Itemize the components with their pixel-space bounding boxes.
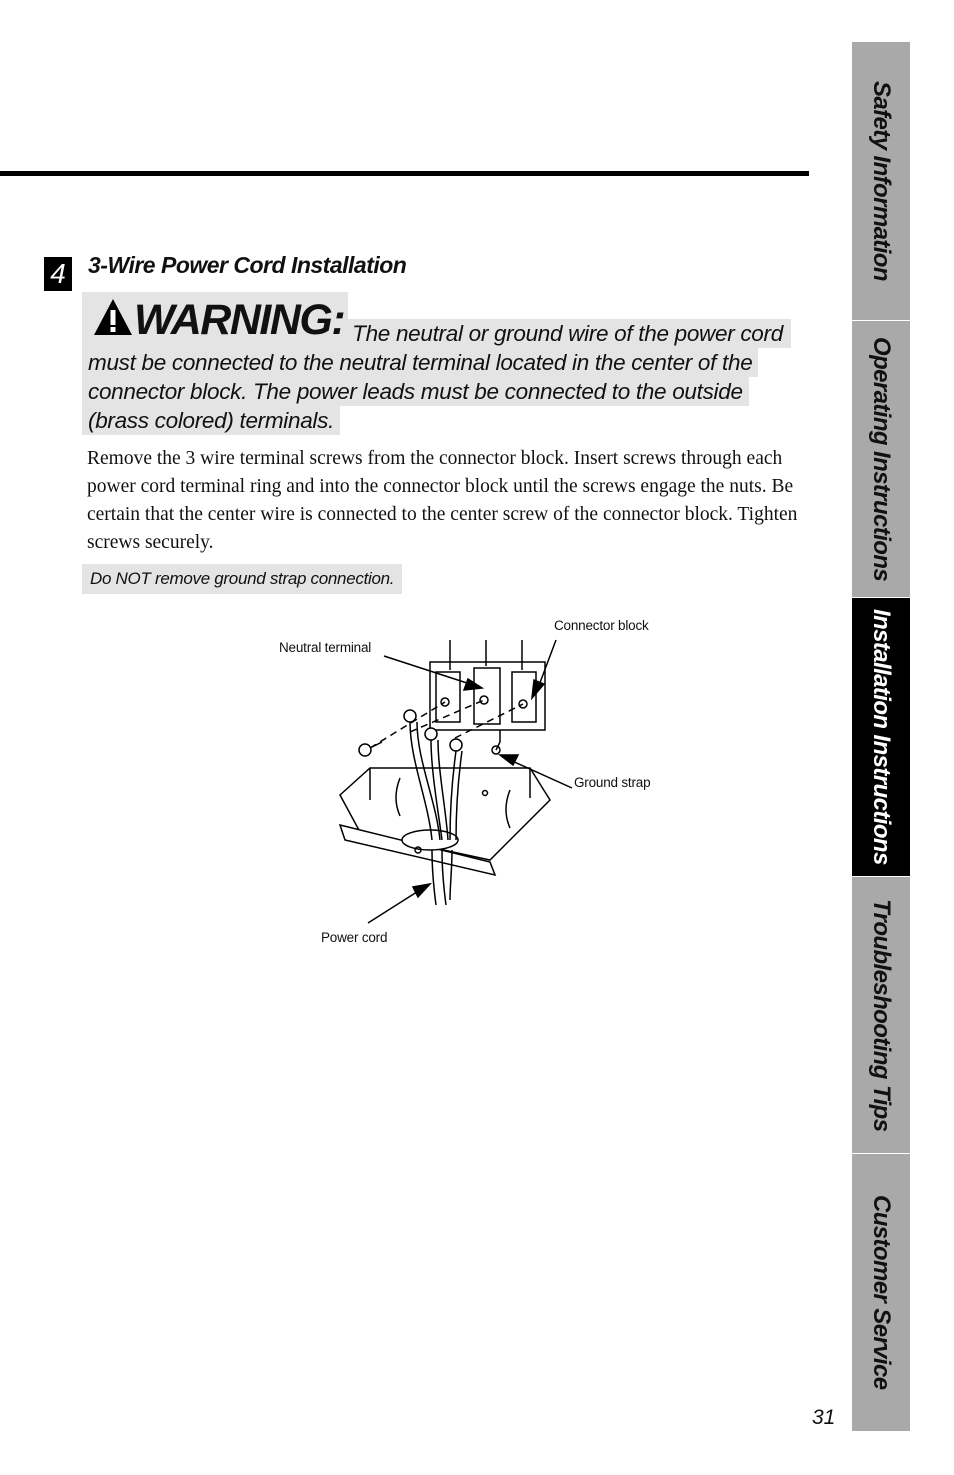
tab-safety-information[interactable] (852, 42, 910, 320)
step-title: 3-Wire Power Cord Installation (88, 252, 407, 278)
tab-customer-service[interactable] (852, 1154, 910, 1431)
tab-operating-instructions[interactable] (852, 321, 910, 597)
warning-header (82, 292, 348, 348)
section-tabs (852, 42, 910, 1431)
tab-troubleshooting-tips[interactable] (852, 877, 910, 1153)
warning-label: WARNING: (134, 296, 345, 344)
connector-block-label: Connector block (554, 618, 649, 633)
tab-label: Installation Instructions (868, 609, 895, 865)
tab-label: Operating Instructions (868, 336, 895, 582)
page-number: 31 (812, 1406, 836, 1429)
power-cord-label: Power cord (321, 930, 388, 945)
tab-label: Safety Information (868, 81, 895, 281)
warning-text-line-3: connector block. The power leads must be connected to the outside (82, 377, 749, 406)
tab-label: Troubleshooting Tips (868, 898, 895, 1132)
connector-diagram (260, 600, 680, 960)
tab-label: Customer Service (868, 1195, 895, 1390)
warning-triangle-icon (92, 296, 134, 338)
header-rule (0, 171, 809, 176)
neutral-terminal-label: Neutral terminal (279, 640, 372, 655)
instructions-paragraph: Remove the 3 wire terminal screws from the connector block. Insert screws through each power cord terminal ring and into the connector block until the screws engage the nuts. Be certain that the center wire is connected to the center screw of the connector block. Tighten screws securely. (87, 448, 798, 553)
ground-strap-label: Ground strap (574, 775, 651, 790)
warning-text-line-2: must be connected to the neutral terminal located in the center of the (82, 348, 758, 377)
tab-installation-instructions[interactable] (852, 598, 910, 876)
warning-text-line-4: (brass colored) terminals. (82, 406, 340, 435)
step-number-badge: 4 (44, 257, 72, 291)
warning-text-line-1: The neutral or ground wire of the power cord (348, 319, 791, 348)
ground-strap-note: Do NOT remove ground strap connection. (82, 564, 402, 594)
warning-block (82, 292, 812, 435)
